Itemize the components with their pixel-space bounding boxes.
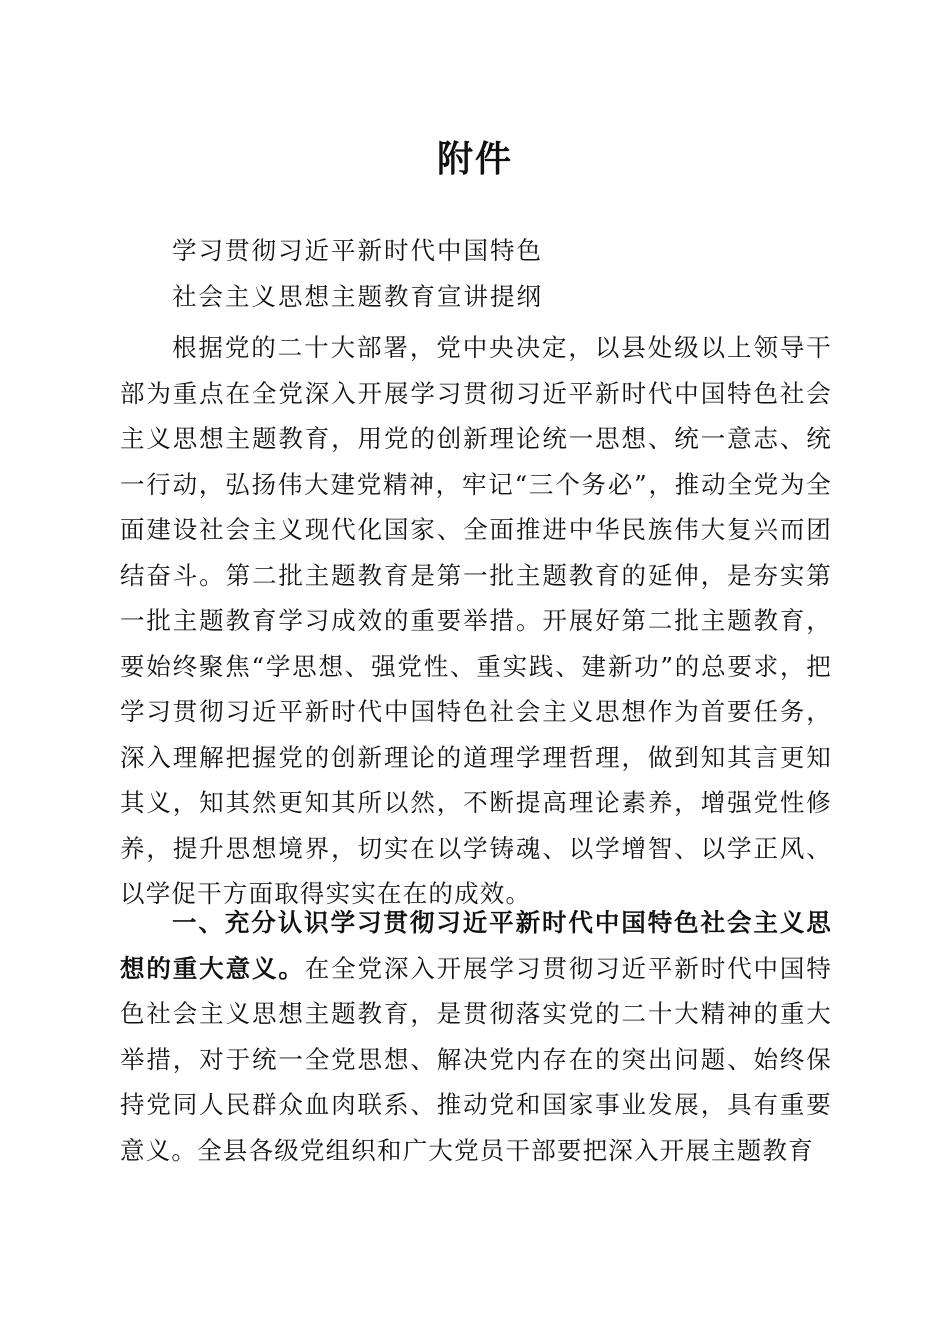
section-1-text: 在全党深入开展学习贯彻习近平新时代中国特色社会主义思想主题教育，是贯彻落实党的二十大精神的重大举措，对于统一全党思想、解决党内存在的突出问题、始终保持党同人民群众血肉联系、推动党和国家事业发展，具有重要意义。全县各级党组织和广大党员干部要把深入开展主题教育 [120,953,833,1165]
section-1-heading: 一、充分认识学习贯彻习近平新时代中国特色社会主义思想的重大意义。 [120,908,832,983]
subtitle-line-2: 社会主义思想主题教育宣讲提纲 [172,282,543,311]
document-heading: 附件 [436,139,513,180]
subtitle-line-1: 学习贯彻习近平新时代中国特色 [172,236,543,265]
intro-paragraph: 根据党的二十大部署，党中央决定，以县处级以上领导干部为重点在全党深入开展学习贯彻习近平新时代中国特色社会主义思想主题教育，用党的创新理论统一思想、统一意志、统一行动，弘扬伟大建党精神，牢记“三个务必”，推动全党为全面建设社会主义现代化国家、全面推进中华民族伟大复兴而团结奋斗。第二批主题教育是第一批主题教育的延伸，是夯实第一批主题教育学习成效的重要举措。开展好第二批主题教育，要始终聚焦“学思想、强党性、重实践、建新功”的总要求，把学习贯彻习近平新时代中国特色社会主义思想作为首要任务，深入理解把握党的创新理论的道理学理哲理，做到知其言更知其义，知其然更知其所以然，不断提高理论素养，增强党性修养，提升思想境界，切实在以学铸魂、以学增智、以学正风、以学促干方面取得实实在在的成效。 [120,333,832,908]
section-1-paragraph [120,900,832,1173]
